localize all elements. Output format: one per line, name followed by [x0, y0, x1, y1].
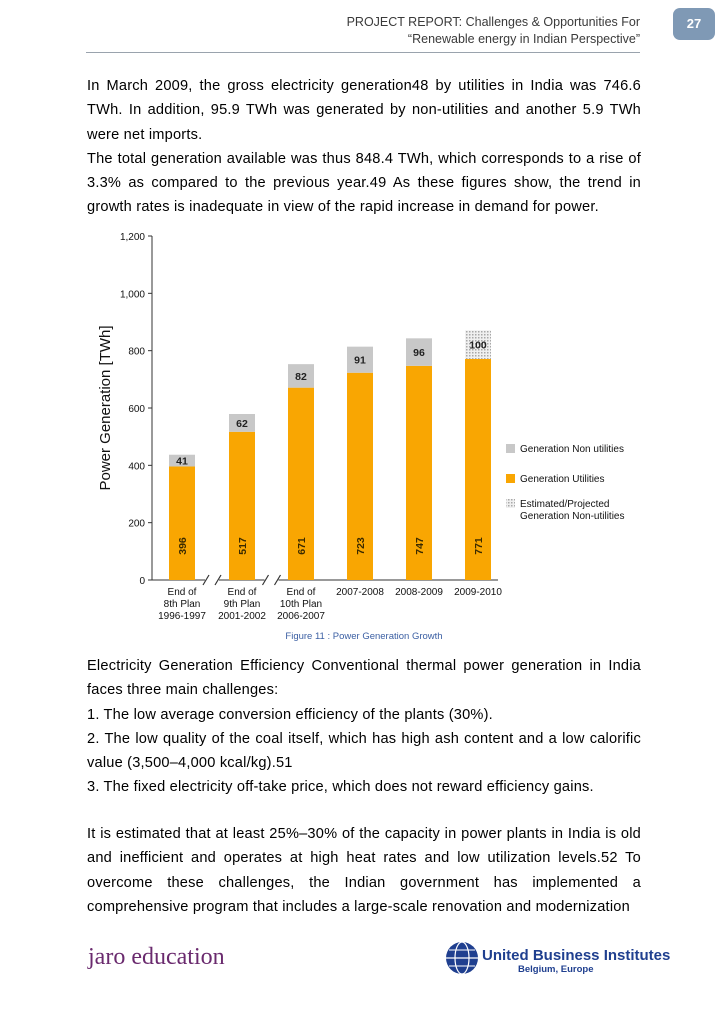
legend-label: Generation Non utilities	[520, 444, 624, 455]
intro-section	[87, 74, 641, 220]
axis-break-gap	[205, 575, 219, 585]
x-category-label: 2006-2007	[277, 611, 325, 622]
challenge-item-2: 2. The low quality of the coal itself, which has high ash content and a low calorific value (3,500–4,000 kcal/kg).51	[87, 730, 641, 772]
y-tick-label: 400	[128, 461, 145, 473]
x-category-label: 2007-2008	[336, 587, 384, 598]
bar-label-non-utilities: 62	[236, 417, 248, 430]
axis-break-gap	[265, 575, 279, 585]
x-category-label: 9th Plan	[223, 599, 261, 610]
bar-label-utilities: 517	[237, 537, 249, 555]
header-divider	[86, 52, 640, 53]
power-generation-chart	[88, 226, 648, 628]
logo-title: United Business Institutes	[482, 947, 671, 964]
legend-swatch	[506, 444, 515, 453]
x-category-label: 10th Plan	[279, 599, 323, 610]
y-tick-label: 0	[139, 576, 145, 587]
legend-swatch	[506, 474, 515, 483]
y-axis-label: Power Generation [TWh]	[97, 325, 114, 491]
bar-utilities	[169, 466, 195, 580]
bar-utilities	[229, 432, 255, 580]
bar-label-utilities: 396	[177, 537, 189, 555]
bar-label-non-utilities: 96	[413, 347, 425, 360]
y-tick-label: 200	[128, 518, 145, 530]
legend-label: Estimated/Projected	[520, 499, 610, 510]
intro-paragraph-1: In March 2009, the gross electricity generation48 by utilities in India was 746.6 TWh. In addition, 95.9 TWh was generated by non-utilities and another 5.9 TWh were net imports.	[87, 78, 641, 143]
bar-label-non-utilities: 100	[469, 339, 487, 352]
ubi-logo	[444, 938, 671, 978]
y-tick-label: 1,200	[119, 232, 145, 243]
header-title-line1: PROJECT REPORT: Challenges & Opportunities For	[346, 15, 640, 29]
bar-label-utilities: 747	[414, 537, 426, 555]
legend-label: Generation Non-utilities	[520, 511, 625, 522]
x-category-label: 2008-2009	[395, 587, 443, 598]
renovation-paragraph: It is estimated that at least 25%–30% of the capacity in power plants in India is old and inefficient and operates at high heat rates and low utilization levels.52 To overcome these challenges, the Indian government has implemented a comprehensive program that includes a large-scale renovation and modernization	[87, 826, 641, 915]
report-header	[347, 14, 640, 48]
globe-icon	[446, 942, 478, 974]
header-title-line2: “Renewable energy in Indian Perspective”	[407, 32, 640, 46]
y-tick-label: 1,000	[119, 289, 145, 301]
intro-paragraph-2: The total generation available was thus 848.4 TWh, which corresponds to a rise of 3.3% as compared to the previous year.49 As these figures show, the trend in growth rates is inadequate in view of the rapid increase in demand for power.	[87, 150, 641, 216]
footer-brand-jaro: jaro education	[88, 944, 225, 970]
x-category-label: 1996-1997	[158, 611, 206, 622]
logo-subtitle: Belgium, Europe	[518, 964, 594, 975]
x-category-label: End of	[286, 587, 316, 598]
y-tick-label: 800	[128, 346, 145, 358]
figure-caption: Figure 11 : Power Generation Growth	[285, 631, 443, 642]
bar-label-utilities: 671	[296, 537, 308, 555]
efficiency-section	[87, 654, 641, 800]
renovation-section	[87, 822, 641, 919]
bar-label-utilities: 771	[473, 537, 485, 555]
bar-label-non-utilities: 91	[354, 354, 366, 367]
x-category-label: 8th Plan	[163, 599, 201, 610]
x-category-label: 2001-2002	[218, 611, 266, 622]
bar-label-utilities: 723	[355, 537, 367, 555]
legend-swatch	[506, 499, 515, 508]
x-category-label: End of	[167, 587, 197, 598]
bar-label-non-utilities: 82	[295, 370, 307, 383]
x-category-label: 2009-2010	[454, 587, 502, 598]
efficiency-intro: Electricity Generation Efficiency Conventional thermal power generation in India faces three main challenges:	[87, 658, 641, 699]
page-number-badge: 27	[673, 8, 715, 40]
legend-label: Generation Utilities	[520, 474, 605, 485]
y-tick-label: 600	[128, 404, 145, 415]
x-category-label: End of	[227, 587, 257, 598]
challenge-item-1: 1. The low average conversion efficiency of the plants (30%).	[87, 706, 493, 723]
challenge-item-3: 3. The fixed electricity off-take price, which does not reward efficiency gains.	[87, 779, 594, 796]
bar-label-non-utilities: 41	[176, 455, 188, 468]
